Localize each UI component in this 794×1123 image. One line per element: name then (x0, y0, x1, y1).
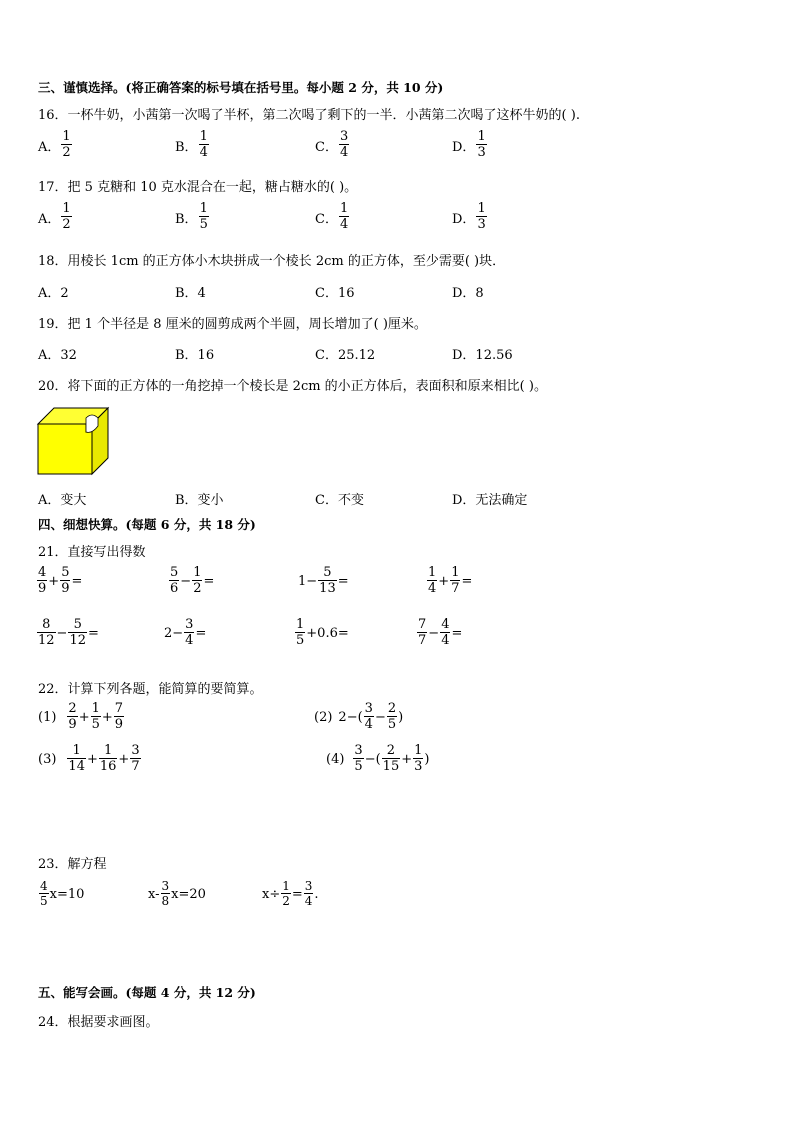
question-17: 17．把 5 克糖和 10 克水混合在一起，糖占糖水的( )。 (38, 180, 358, 195)
q19-option-b: B．16 (175, 348, 215, 363)
q16-option-d: D． $\frac{1}{3}$ (452, 129, 486, 160)
q17-option-b: B． $\frac{1}{5}$ (175, 201, 208, 232)
q22-expr-3: (3) $\frac{1}{14}$ + $\frac{1}{16}$ + $\frac{3}{7}$ (38, 743, 140, 774)
q18-option-c: C．16 (315, 286, 355, 301)
q20-option-c: C．不变 (315, 493, 364, 508)
question-18: 18．用棱长 1cm 的正方体小木块拼成一个棱长 2cm 的正方体，至少需要( )块． (38, 254, 506, 269)
q20-option-b: B．变小 (175, 493, 224, 508)
question-23: 23．解方程 (38, 857, 107, 872)
q17-option-d: D． $\frac{1}{3}$ (452, 201, 486, 232)
q22-expr-2: (2) 2−( $\frac{3}{4}$ − $\frac{2}{5}$ ) (314, 701, 404, 732)
q16-option-c: C． $\frac{3}{4}$ (315, 129, 349, 160)
q21-expr-8: $\frac{7}{7}$ − $\frac{4}{4}$ = (418, 617, 463, 648)
q18-option-b: B．4 (175, 286, 206, 301)
q21-expr-4: $\frac{1}{4}$ + $\frac{1}{7}$ = (428, 565, 473, 596)
question-20: 20．将下面的正方体的一角挖掉一个棱长是 2cm 的小正方体后，表面积和原来相比( )。 (38, 379, 547, 394)
q18-option-a: A．2 (38, 286, 69, 301)
q20-option-a: A．变大 (38, 493, 87, 508)
q20-option-d: D．无法确定 (452, 493, 528, 508)
section-3-heading: 三、谨慎选择。(将正确答案的标号填在括号里。每小题 2 分，共 10 分) (38, 80, 444, 95)
cube-figure (36, 404, 112, 476)
q21-expr-7: $\frac{1}{5}$ +0.6= (296, 617, 349, 648)
q18-option-d: D．8 (452, 286, 484, 301)
q17-option-c: C． $\frac{1}{4}$ (315, 201, 349, 232)
q19-option-d: D．12.56 (452, 348, 513, 363)
q21-expr-5: $\frac{8}{12}$ − $\frac{5}{12}$ = (38, 617, 99, 648)
q22-expr-1: (1) $\frac{2}{9}$ + $\frac{1}{5}$ + $\frac{7}{9}$ (38, 701, 124, 732)
q16-option-b: B． $\frac{1}{4}$ (175, 129, 208, 160)
q23-equation-1: $\frac{4}{5}$ x=10 (40, 879, 85, 908)
q21-expr-6: 2− $\frac{3}{4}$ = (164, 617, 207, 648)
q21-expr-3: 1− $\frac{5}{13}$ = (298, 565, 349, 596)
section-5-heading: 五、能写会画。(每题 4 分，共 12 分) (38, 985, 256, 1000)
q16-option-a: A． $\frac{1}{2}$ (38, 129, 71, 160)
q19-option-c: C．25.12 (315, 348, 376, 363)
question-19: 19．把 1 个半径是 8 厘米的圆剪成两个半圆，周长增加了( )厘米。 (38, 317, 427, 332)
section-4-heading: 四、细想快算。(每题 6 分，共 18 分) (38, 517, 256, 532)
question-21: 21．直接写出得数 (38, 545, 146, 560)
question-24: 24．根据要求画图。 (38, 1015, 159, 1030)
q19-option-a: A．32 (38, 348, 77, 363)
question-22: 22．计算下列各题，能简算的要简算。 (38, 682, 263, 697)
q23-equation-3: x÷ $\frac{1}{2}$ = $\frac{3}{4}$ . (262, 879, 319, 908)
q21-expr-1: $\frac{4}{9}$ + $\frac{5}{9}$ = (38, 565, 83, 596)
q21-expr-2: $\frac{5}{6}$ − $\frac{1}{2}$ = (170, 565, 215, 596)
q23-equation-2: x- $\frac{3}{8}$ x=20 (148, 879, 206, 908)
q22-expr-4: (4) $\frac{3}{5}$ −( $\frac{2}{15}$ + $\frac{1}{3}$ ) (326, 743, 430, 774)
q17-option-a: A． $\frac{1}{2}$ (38, 201, 71, 232)
question-16: 16．一杯牛奶，小茜第一次喝了半杯，第二次喝了剩下的一半．小茜第二次喝了这杯牛奶的( ). (38, 108, 580, 123)
